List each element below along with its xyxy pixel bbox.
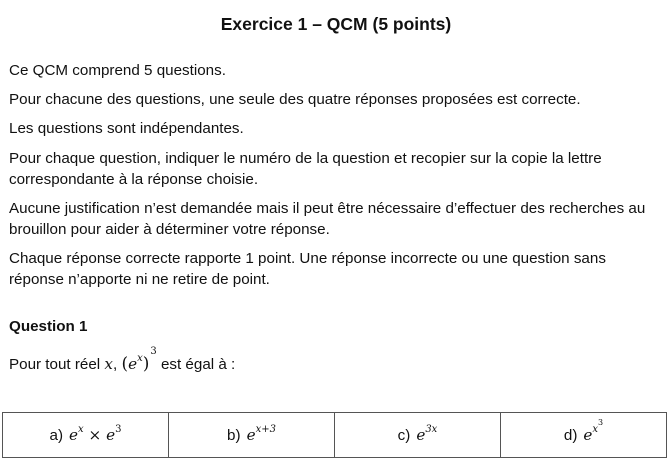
answer-d-exp: x <box>592 424 599 435</box>
answer-c-base: e <box>416 426 426 444</box>
expr-open-paren: ( <box>121 354 129 374</box>
answer-a-exp2: 3 <box>115 424 122 435</box>
answer-a-base2: e <box>106 426 116 444</box>
answer-b-base: e <box>246 426 256 444</box>
intro-paragraph-3: Les questions sont indépendantes. <box>9 120 244 137</box>
expr-power: 3 <box>150 346 157 357</box>
answer-d[interactable] <box>501 413 667 458</box>
answer-b[interactable] <box>169 413 335 458</box>
stem-comma: , <box>112 356 122 373</box>
stem-text-before: Pour tout réel <box>9 356 105 373</box>
answer-d-exp-power: 3 <box>598 418 604 427</box>
answer-a-exp1: x <box>78 424 84 435</box>
answer-d-base: e <box>583 426 593 444</box>
answer-c-letter: c) <box>397 427 411 444</box>
intro-paragraph-2: Pour chacune des questions, une seule des quatre réponses proposées est correcte. <box>9 91 581 108</box>
answers-row <box>3 413 667 458</box>
answer-c-exp: 3x <box>425 424 438 435</box>
intro-paragraph-6: Chaque réponse correcte rapporte 1 point. Une réponse incorrecte ou une question sans réponse n’apporte ni ne retire de point. <box>9 250 606 288</box>
expr-exponent: x <box>137 353 143 364</box>
intro-paragraph-1: Ce QCM comprend 5 questions. <box>9 62 226 79</box>
answer-b-letter: b) <box>227 427 241 444</box>
question-stem <box>9 346 236 379</box>
intro-paragraph-4: Pour chaque question, indiquer le numéro de la question et recopier sur la copie la lettre correspondante à la réponse choisie. <box>9 150 602 188</box>
stem-text-after: est égal à : <box>156 356 236 373</box>
expr-base: e <box>128 355 138 373</box>
intro-paragraph-5: Aucune justification n’est demandée mais il peut être nécessaire d’effectuer des recherches au brouillon pour aider à déterminer votre réponse. <box>9 200 646 238</box>
answer-a[interactable] <box>3 413 169 458</box>
answer-a-operator: × <box>83 426 107 444</box>
answer-a-base1: e <box>69 426 79 444</box>
exercise-title: Exercice 1 – QCM (5 points) <box>220 14 452 34</box>
question-title: Question 1 <box>9 318 88 335</box>
answer-c[interactable] <box>335 413 501 458</box>
expr-close-paren: ) <box>142 354 150 374</box>
answer-b-exp: x+3 <box>255 424 276 435</box>
stem-variable: x <box>104 355 113 373</box>
answer-d-letter: d) <box>563 427 578 444</box>
answer-a-letter: a) <box>49 427 64 444</box>
answers-table <box>2 412 667 458</box>
